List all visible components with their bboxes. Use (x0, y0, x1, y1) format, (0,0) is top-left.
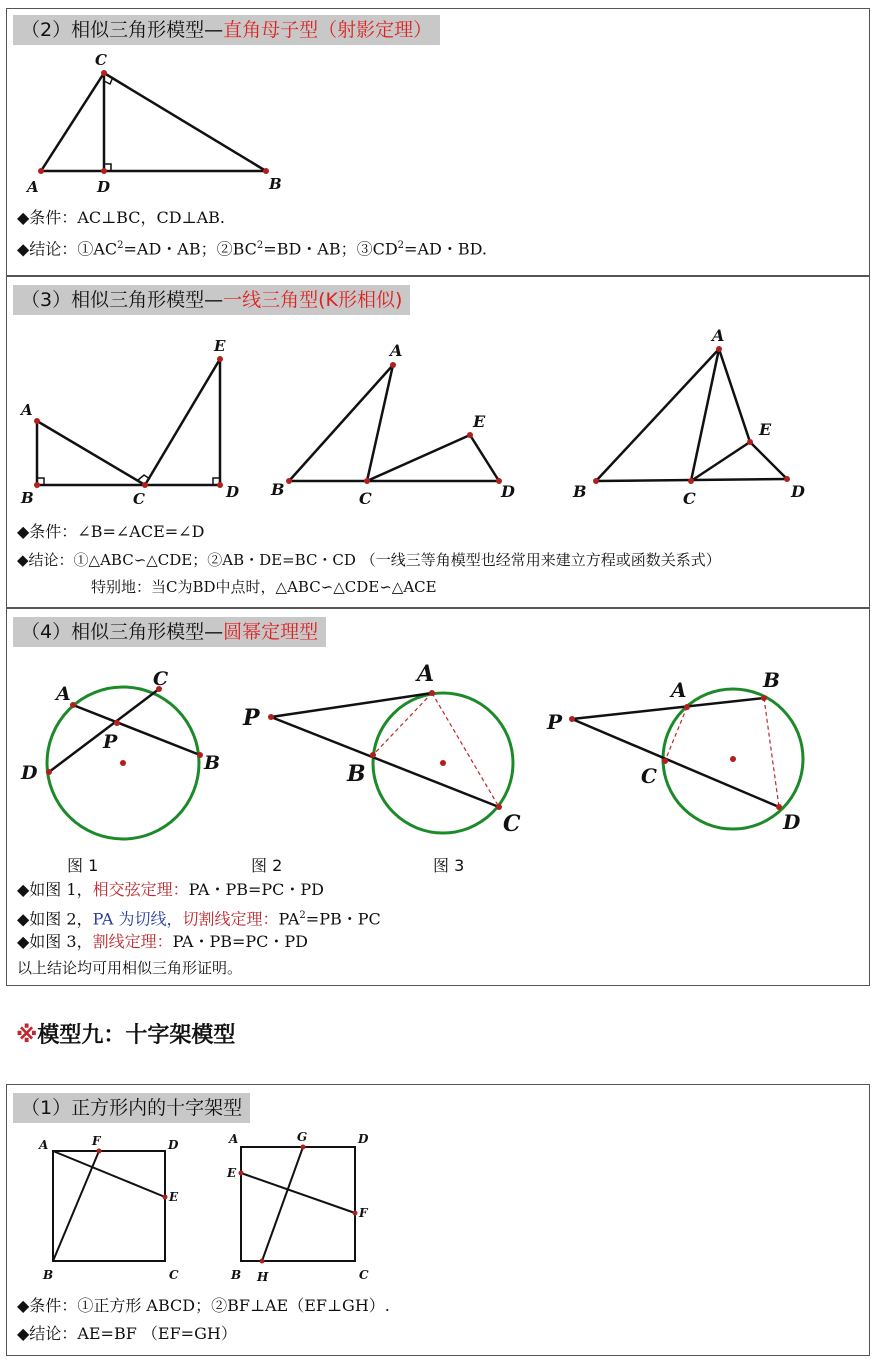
theorem-line-1 (17, 879, 324, 901)
figure-3-caption: 图 3 (433, 856, 465, 875)
label-d: D (168, 1138, 179, 1152)
section-title (16, 1018, 235, 1049)
label-a: A (21, 401, 33, 419)
label-d: D (358, 1132, 369, 1146)
conclusion-part: =BD・AB；③CD (263, 239, 398, 259)
condition-text: AC⊥BC，CD⊥AB. (77, 208, 225, 227)
label-a: A (27, 178, 39, 196)
label-e: E (473, 412, 486, 431)
condition-line (17, 521, 204, 543)
label-b: B (231, 1268, 242, 1282)
proof-note: 以上结论均可用相似三角形证明。 (17, 959, 243, 977)
theorem-formula: PA (278, 909, 300, 929)
label-a: A (56, 683, 71, 705)
label-p: P (547, 710, 563, 734)
panel-power-of-point (6, 608, 870, 986)
label-c: C (359, 489, 372, 508)
line-prefix: ◆如图 2， (17, 909, 93, 929)
label-d: D (97, 178, 111, 196)
label-b: B (269, 175, 282, 193)
label-c: C (95, 51, 107, 69)
theorem-formula: PA・PB=PC・PD (188, 880, 324, 899)
label-d: D (783, 810, 801, 834)
theorem-name: 切割线定理： (182, 909, 279, 929)
label-b: B (21, 489, 34, 507)
conclusion-label: ◆结论： (17, 239, 78, 259)
k-figure-3 (596, 349, 787, 481)
label-a: A (390, 341, 403, 360)
label-c: C (683, 489, 696, 508)
superscript: 2 (117, 240, 124, 251)
label-a: A (229, 1132, 239, 1146)
segment-cb (104, 73, 266, 171)
label-d: D (501, 482, 515, 501)
label-c: C (133, 490, 145, 508)
condition-label: ◆条件： (17, 1296, 78, 1315)
conclusion-line (17, 235, 487, 260)
right-triangle-diagram (7, 49, 307, 209)
conclusion-part: ①AC (77, 239, 118, 259)
condition-label: ◆条件： (17, 208, 78, 227)
condition-text: ∠B=∠ACE=∠D (77, 522, 205, 541)
header-highlight: 一线三角型(K形相似) (223, 289, 403, 311)
line-prefix: ◆如图 3， (17, 932, 93, 951)
k-shape-diagrams (7, 321, 867, 511)
label-b: B (347, 761, 366, 787)
square-figure-2 (226, 1130, 369, 1284)
panel-right-triangle (6, 8, 870, 276)
superscript: 2 (256, 240, 264, 251)
label-e: E (214, 337, 226, 355)
theorem-formula: =PB・PC (305, 909, 381, 929)
condition-label: ◆条件： (17, 522, 78, 541)
label-a: A (671, 678, 687, 702)
label-a: A (417, 661, 435, 687)
label-b: B (763, 668, 780, 692)
theorem-name: 割线定理： (92, 932, 173, 951)
k-figure-1 (37, 359, 220, 485)
theorem-name: 相交弦定理： (92, 880, 189, 899)
label-d: D (791, 482, 805, 501)
conclusion-part: =AD・BD. (404, 239, 487, 259)
label-e: E (759, 420, 772, 439)
tangent-note: PA 为切线， (92, 909, 183, 929)
label-g: G (297, 1130, 308, 1144)
theorem-formula: PA・PB=PC・PD (172, 932, 308, 951)
header-highlight: 直角母子型（射影定理） (223, 19, 433, 41)
segment-ac (41, 73, 104, 171)
label-c: C (359, 1268, 369, 1282)
condition-line (17, 1295, 390, 1317)
superscript: 2 (397, 240, 405, 251)
label-c: C (503, 811, 521, 837)
label-b: B (573, 482, 587, 501)
conclusion-text: ①△ABC∽△CDE；②AB・DE=BC・CD （一线三等角模型也经常用来建立方程或函数关系式） (73, 551, 721, 569)
label-f: F (92, 1134, 101, 1148)
conclusion-label: ◆结论： (17, 551, 74, 569)
label-d: D (226, 483, 240, 501)
label-e: E (169, 1190, 179, 1204)
square-cross-diagrams (7, 1129, 427, 1289)
label-a: A (712, 326, 725, 345)
circle-figure-1 (20, 668, 220, 839)
label-p: P (103, 731, 118, 753)
label-c: C (169, 1268, 179, 1282)
figure-1-caption: 图 1 (67, 856, 99, 875)
square-figure-1 (38, 1134, 179, 1282)
panel-square-cross (6, 1084, 870, 1356)
circle-figure-2 (242, 661, 521, 837)
panel-header (13, 617, 326, 647)
label-c: C (641, 764, 657, 788)
k-figure-2 (289, 365, 499, 481)
label-d: D (21, 762, 38, 784)
conclusion-part: =AD・AB；②BC (123, 239, 257, 259)
figure-2-caption: 图 2 (251, 856, 283, 875)
conclusion-label: ◆结论： (17, 1324, 78, 1343)
circle-figure-3 (546, 668, 803, 834)
reference-mark: ※ (16, 1023, 38, 1048)
panel-header (13, 285, 410, 315)
label-f: F (359, 1206, 368, 1220)
theorem-line-2 (17, 905, 381, 930)
panel-header: （1）正方形内的十字架型 (13, 1093, 250, 1123)
label-p: P (243, 705, 260, 731)
panel-k-shape (6, 276, 870, 608)
special-case-line: 特别地：当C为BD中点时，△ABC∽△CDE∽△ACE (91, 578, 437, 596)
condition-line (17, 207, 225, 229)
conclusion-text: AE=BF （EF=GH） (77, 1324, 237, 1343)
circle-diagrams (7, 659, 867, 849)
label-e: E (227, 1166, 237, 1180)
superscript: 2 (299, 910, 306, 921)
line-prefix: ◆如图 1， (17, 880, 93, 899)
header-prefix: （4）相似三角形模型— (21, 621, 224, 643)
header-prefix: （2）相似三角形模型— (21, 19, 224, 41)
panel-header (13, 15, 440, 45)
header-prefix: （3）相似三角形模型— (21, 289, 224, 311)
conclusion-line (17, 1323, 237, 1345)
header-highlight: 圆幂定理型 (223, 621, 319, 643)
section-title-text: 模型九：十字架模型 (37, 1023, 236, 1048)
label-h: H (257, 1270, 269, 1284)
label-b: B (43, 1268, 54, 1282)
label-b: B (204, 752, 221, 774)
label-a: A (39, 1138, 49, 1152)
theorem-line-3 (17, 931, 308, 953)
condition-text: ①正方形 ABCD；②BF⊥AE（EF⊥GH）. (77, 1296, 390, 1315)
conclusion-line (17, 549, 721, 571)
label-b: B (271, 480, 285, 499)
label-c: C (153, 668, 169, 690)
